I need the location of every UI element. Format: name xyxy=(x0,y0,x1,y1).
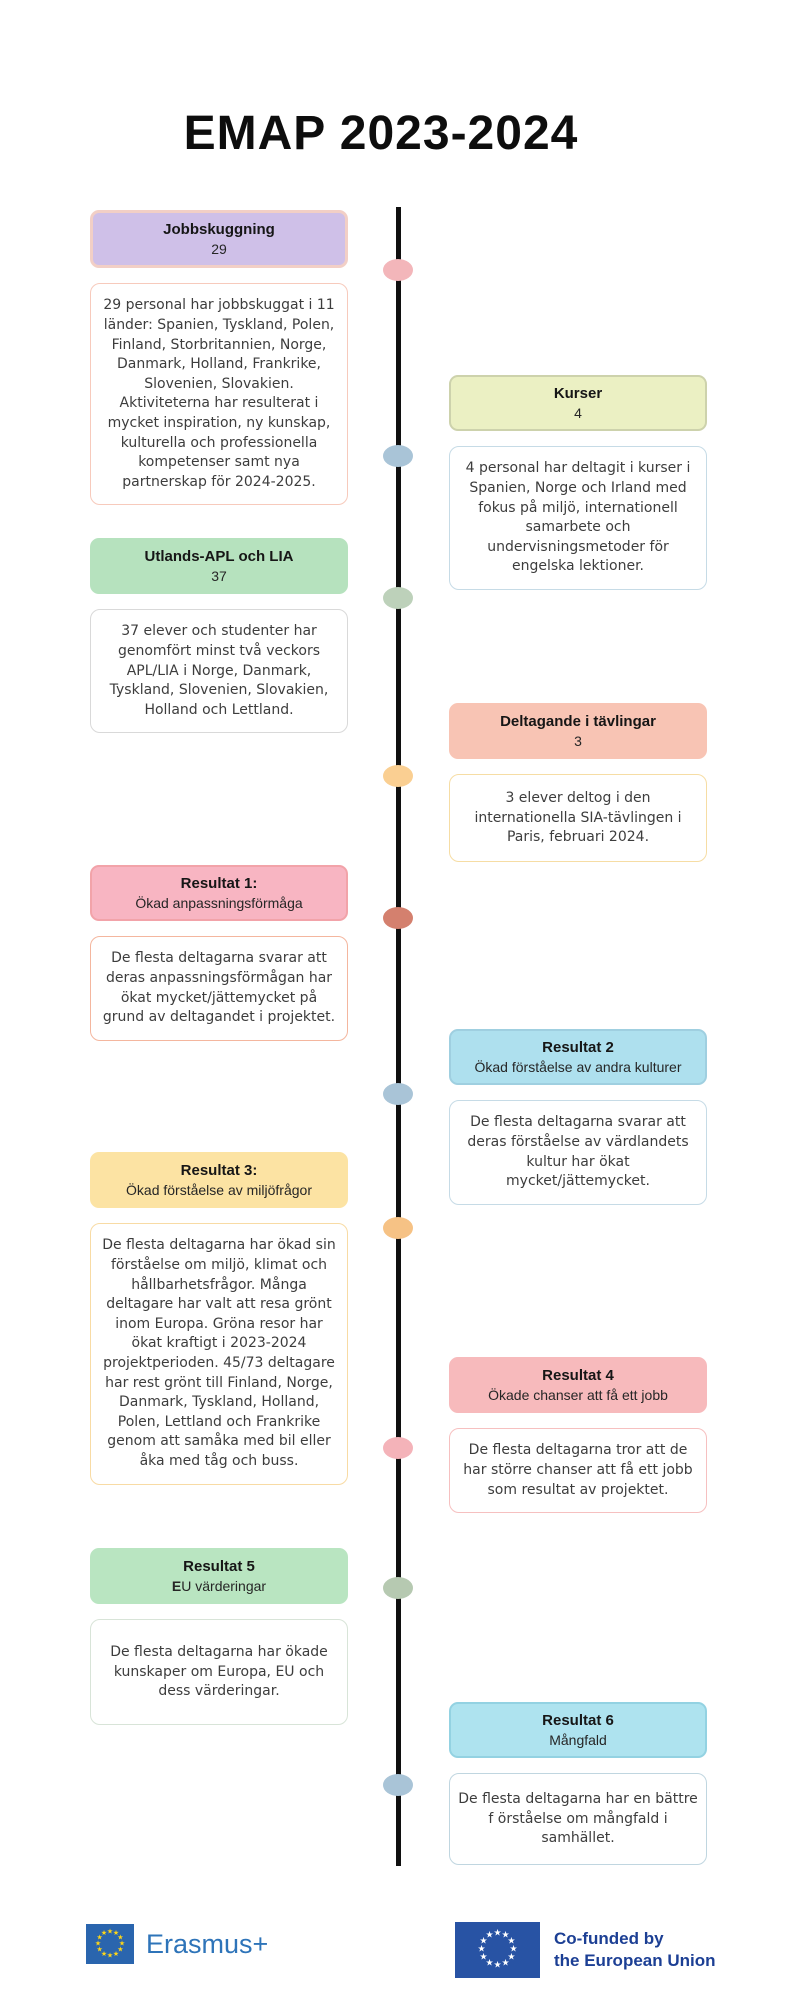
card-subtitle xyxy=(98,894,340,912)
card-text: 4 personal har deltagit i kurser i Spanien, Norge och Irland med fokus på miljö, internationell samarbete och undervisningsmetoder för engelska lektioner. xyxy=(465,460,691,575)
eu-star-icon: ★ xyxy=(100,1949,108,1958)
card-text: 37 elever och studenter har genomfört minst två veckors APL/LIA i Norge, Danmark, Tyskland, Slovenien, Slovakien, Holland och Lettland. xyxy=(109,623,329,718)
card-header xyxy=(449,1357,707,1413)
erasmus-eu-flag-icon xyxy=(86,1924,134,1964)
card-subtitle-rest: Ökad förståelse av andra kulturer xyxy=(474,1059,682,1076)
card-text: De flesta deltagarna har ökade kunskaper om Europa, EU och dess värderingar. xyxy=(110,1644,328,1700)
card-subtitle-rest: Mångfald xyxy=(549,1732,607,1749)
card-title: Resultat 3: xyxy=(180,1162,258,1179)
eu-star-icon: ★ xyxy=(479,1952,488,1963)
cofunded-line2: the European Union xyxy=(554,1951,716,1970)
card-header xyxy=(90,1548,348,1604)
card-resultat-3 xyxy=(90,1152,348,1485)
page-title: EMAP 2023-2024 xyxy=(183,107,579,160)
card-body xyxy=(449,774,707,862)
eu-star-icon: ★ xyxy=(485,1958,494,1969)
eu-star-icon: ★ xyxy=(100,1929,108,1938)
card-title: Jobbskuggning xyxy=(163,221,275,238)
eu-star-icon: ★ xyxy=(118,1939,126,1948)
card-header xyxy=(90,865,348,921)
eu-star-icon: ★ xyxy=(501,1958,510,1969)
card-header xyxy=(90,210,348,268)
timeline-dot xyxy=(383,445,413,467)
card-title: Kurser xyxy=(553,385,603,402)
timeline-dot xyxy=(383,1774,413,1796)
card-body xyxy=(449,1428,707,1513)
card-resultat-4 xyxy=(449,1357,707,1513)
erasmus-logo xyxy=(86,1924,268,1964)
card-header xyxy=(449,375,707,431)
eu-star-icon: ★ xyxy=(117,1945,124,1954)
card-subtitle xyxy=(457,1731,699,1749)
card-subtitle xyxy=(98,1577,340,1595)
eu-star-icon: ★ xyxy=(507,1936,516,1947)
card-body xyxy=(449,1100,707,1204)
card-subtitle-bold: E xyxy=(171,1578,182,1595)
card-text: 3 elever deltog i den internationella SIA-tävlingen i Paris, februari 2024. xyxy=(474,790,682,846)
card-subtitle xyxy=(99,240,339,258)
card-subtitle-rest: 37 xyxy=(211,568,227,585)
eu-star-icon: ★ xyxy=(501,1930,510,1941)
card-body xyxy=(90,283,348,505)
eu-star-icon: ★ xyxy=(96,1945,103,1954)
card-header xyxy=(449,703,707,759)
card-kurser xyxy=(449,375,707,590)
card-subtitle-rest: Ökade chanser att få ett jobb xyxy=(488,1387,668,1404)
timeline-dot xyxy=(383,1083,413,1105)
card-title: Resultat 1: xyxy=(180,875,258,892)
card-body xyxy=(449,1773,707,1865)
timeline-dot xyxy=(383,1437,413,1459)
eu-star-icon: ★ xyxy=(117,1933,124,1942)
card-subtitle xyxy=(98,567,340,585)
card-subtitle-rest: 29 xyxy=(211,241,227,258)
erasmus-label: Erasmus+ xyxy=(146,1928,269,1959)
card-text: De flesta deltagarna tror att de har större chanser att få ett jobb som resultat av projektet. xyxy=(463,1442,693,1498)
card-title: Deltagande i tävlingar xyxy=(500,713,656,730)
cofunded-label xyxy=(554,1928,716,1972)
timeline-dot xyxy=(383,1577,413,1599)
cofunded-line1: Co-funded by xyxy=(554,1928,664,1948)
card-tavlingar xyxy=(449,703,707,862)
eu-star-icon: ★ xyxy=(479,1936,488,1947)
timeline-dot xyxy=(383,587,413,609)
card-resultat-5 xyxy=(90,1548,348,1725)
card-subtitle xyxy=(98,1181,340,1199)
card-title: Resultat 4 xyxy=(542,1367,614,1384)
card-body xyxy=(90,1223,348,1484)
card-body xyxy=(90,936,348,1040)
eu-star-icon: ★ xyxy=(112,1929,120,1938)
timeline-dot xyxy=(383,259,413,281)
eu-star-icon: ★ xyxy=(509,1944,518,1955)
card-body xyxy=(90,1619,348,1725)
eu-star-icon: ★ xyxy=(493,1928,502,1939)
card-body xyxy=(449,446,707,590)
card-title: Utlands-APL och LIA xyxy=(144,548,294,565)
eu-star-icon: ★ xyxy=(106,1951,114,1960)
card-title: Resultat 2 xyxy=(542,1039,614,1056)
eu-star-icon: ★ xyxy=(94,1939,102,1948)
card-resultat-6 xyxy=(449,1702,707,1865)
cofunded-eu-flag-icon xyxy=(455,1922,540,1978)
card-utlands-apl xyxy=(90,538,348,733)
card-subtitle-rest: Ökad förståelse av miljöfrågor xyxy=(126,1182,312,1199)
card-body xyxy=(90,609,348,733)
eu-star-icon: ★ xyxy=(96,1933,103,1942)
timeline-dot xyxy=(383,765,413,787)
card-header xyxy=(449,1702,707,1758)
card-text: De flesta deltagarna har ökad sin förståelse om miljö, klimat och hållbarhetsfrågor. Många deltagare har valt att resa grönt inom Europa. Gröna resor har ökat kraftigt i 2023-2024 projektperioden. 45/73 deltagare har rest grönt till Finland, Norge, Danmark, Tyskland, Holland, Polen, Lettland och Frankrike genom att samåka med bil eller åka med tåg och buss. xyxy=(102,1237,336,1469)
card-subtitle xyxy=(457,404,699,422)
card-text: 29 personal har jobbskuggat i 11 länder: Spanien, Tyskland, Polen, Finland, Storbritannien, Norge, Danmark, Holland, Frankrike, Slovenien, Slovakien. Aktiviteterna har resulterat i mycket inspiration, ny kunskap, kulturella och professionella kompetenser samt nya partnerskap för 2024-2025. xyxy=(103,297,335,490)
card-jobbskuggning xyxy=(90,210,348,505)
card-title: Resultat 6 xyxy=(542,1712,614,1729)
card-subtitle xyxy=(457,1386,699,1404)
card-subtitle xyxy=(457,732,699,750)
card-resultat-2 xyxy=(449,1029,707,1205)
card-header xyxy=(449,1029,707,1085)
cofunded-logo xyxy=(455,1922,716,1978)
card-title: Resultat 5 xyxy=(183,1558,255,1575)
timeline-dot xyxy=(383,1217,413,1239)
eu-star-icon: ★ xyxy=(485,1930,494,1941)
card-text: De flesta deltagarna har en bättre f örståelse om mångfald i samhället. xyxy=(458,1791,698,1847)
card-header xyxy=(90,538,348,594)
card-subtitle xyxy=(457,1058,699,1076)
card-resultat-1 xyxy=(90,865,348,1041)
card-text: De flesta deltagarna svarar att deras anpassningsförmågan har ökat mycket/jättemycket på grund av deltagandet i projektet. xyxy=(102,950,336,1026)
card-subtitle-rest: 3 xyxy=(574,733,582,750)
eu-star-icon: ★ xyxy=(106,1927,114,1936)
timeline-dot xyxy=(383,907,413,929)
card-text: De flesta deltagarna svarar att deras förståelse av värdlandets kultur har ökat mycket/jättemycket. xyxy=(467,1114,689,1190)
card-subtitle-rest: Ökad anpassningsförmåga xyxy=(135,895,303,912)
eu-star-icon: ★ xyxy=(112,1949,120,1958)
eu-star-icon: ★ xyxy=(477,1944,486,1955)
card-header xyxy=(90,1152,348,1208)
eu-star-icon: ★ xyxy=(507,1952,516,1963)
card-subtitle-rest: 4 xyxy=(574,405,582,422)
eu-star-icon: ★ xyxy=(493,1960,502,1971)
card-subtitle-rest: U värderingar xyxy=(181,1578,267,1595)
